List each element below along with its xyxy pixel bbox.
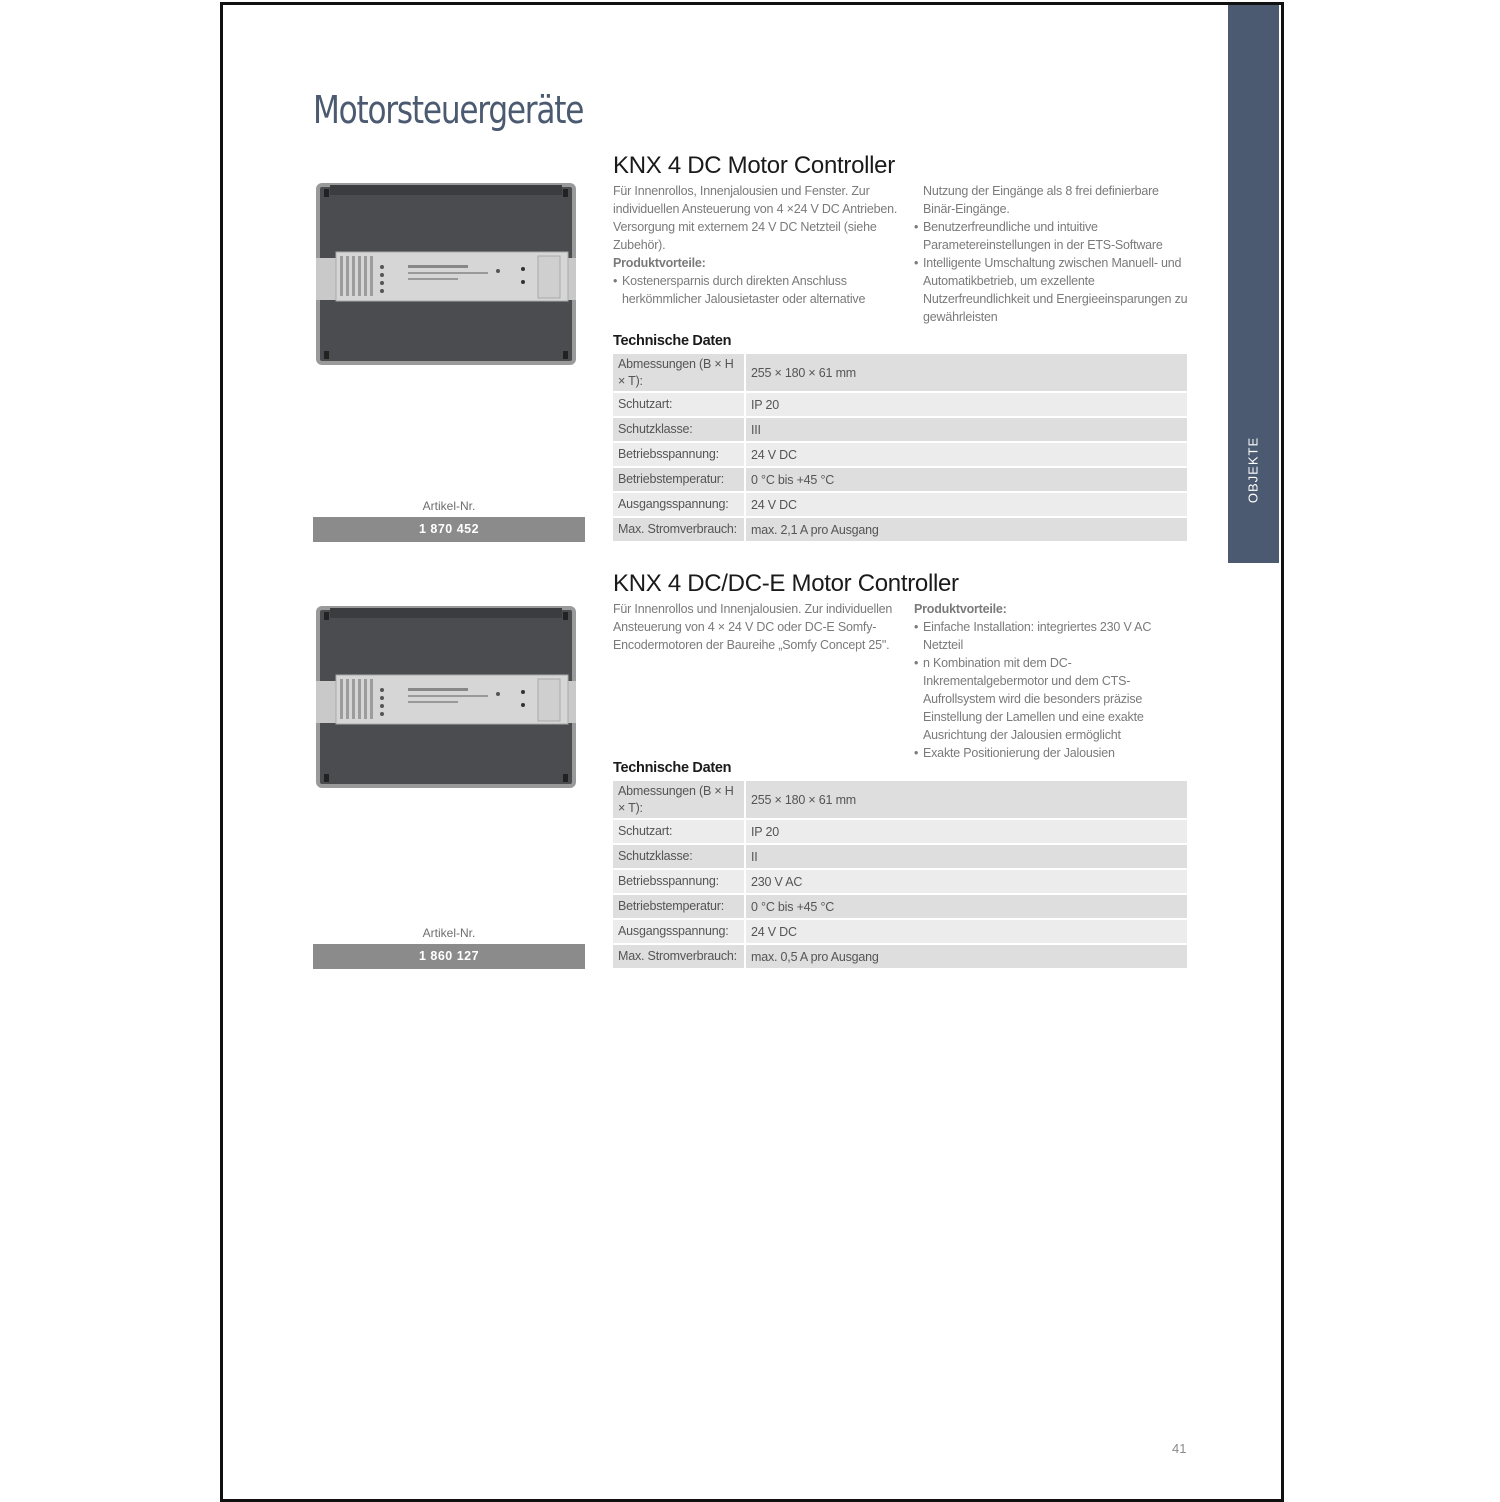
tech-value: 0 °C bis +45 °C — [746, 468, 1187, 491]
advantages-heading: Produktvorteile: — [914, 602, 1007, 616]
advantages-column — [914, 600, 1192, 762]
tech-data-table — [613, 352, 1187, 543]
tech-label: Schutzart: — [613, 393, 746, 416]
product-description-text: Für Innenrollos und Innenjalousien. Zur individuellen Ansteuerung von 4 × 24 V DC oder DC-E Somfy-Encodermotoren der Baureihe „Somfy Concept 25". — [613, 602, 893, 652]
tech-value: 255 × 180 × 61 mm — [746, 781, 1187, 818]
tech-label: Betriebstemperatur: — [613, 468, 746, 491]
tech-label: Max. Stromverbrauch: — [613, 945, 746, 968]
tech-value: 24 V DC — [746, 443, 1187, 466]
table-row — [613, 493, 1187, 516]
tech-value: 24 V DC — [746, 493, 1187, 516]
advantage-item: • Benutzerfreundliche und intuitive Parametereinstellungen in der ETS-Software — [914, 218, 1189, 254]
tech-value: II — [746, 845, 1187, 868]
tech-label: Ausgangsspannung: — [613, 920, 746, 943]
product-description-text: Für Innenrollos, Innenjalousien und Fenster. Zur individuellen Ansteuerung von 4 ×24 V DC Antrieben. Versorgung mit externem 24 V DC Netzteil (siehe Zubehör). — [613, 184, 898, 252]
table-row — [613, 945, 1187, 968]
advantage-item: • Einfache Installation: integriertes 230 V AC Netzteil — [914, 618, 1192, 654]
tech-value: IP 20 — [746, 393, 1187, 416]
product-image-knx-4-dc — [316, 183, 576, 365]
advantages-column — [914, 182, 1189, 326]
article-number: 1 860 127 — [313, 944, 585, 969]
table-row — [613, 895, 1187, 918]
table-row — [613, 820, 1187, 843]
table-row — [613, 393, 1187, 416]
advantage-item: Nutzung der Eingänge als 8 frei definierbare Binär-Eingänge. — [923, 184, 1159, 216]
tech-label: Max. Stromverbrauch: — [613, 518, 746, 541]
table-row — [613, 920, 1187, 943]
advantages-list-continued — [914, 182, 1189, 326]
tech-value: max. 0,5 A pro Ausgang — [746, 945, 1187, 968]
tech-value: 0 °C bis +45 °C — [746, 895, 1187, 918]
tech-value: 255 × 180 × 61 mm — [746, 354, 1187, 391]
tech-label: Schutzart: — [613, 820, 746, 843]
advantage-item: • Exakte Positionierung der Jalousien — [914, 744, 1192, 762]
tech-data-heading: Technische Daten — [613, 760, 732, 776]
table-row — [613, 468, 1187, 491]
tech-label: Schutzklasse: — [613, 418, 746, 441]
article-number: 1 870 452 — [313, 517, 585, 542]
tech-data-table — [613, 779, 1187, 970]
table-row — [613, 518, 1187, 541]
tech-value: III — [746, 418, 1187, 441]
tech-value: 230 V AC — [746, 870, 1187, 893]
advantages-list — [613, 272, 903, 308]
product-description — [613, 600, 898, 654]
advantage-item: • n Kombination mit dem DC-Inkrementalgebermotor und dem CTS-Aufrollsystem wird die besonders präzise Einstellung der Lamellen und eine exakte Ausrichtung der Jalousien ermöglicht — [914, 654, 1192, 744]
tech-label: Abmessungen (B × H × T): — [613, 354, 746, 391]
product-description — [613, 182, 903, 308]
product-title: KNX 4 DC/DC-E Motor Controller — [613, 570, 959, 597]
tech-label: Ausgangsspannung: — [613, 493, 746, 516]
table-row — [613, 443, 1187, 466]
tech-value: 24 V DC — [746, 920, 1187, 943]
page-number: 41 — [1172, 1441, 1187, 1456]
tech-label: Betriebsspannung: — [613, 443, 746, 466]
table-row — [613, 418, 1187, 441]
tech-value: max. 2,1 A pro Ausgang — [746, 518, 1187, 541]
page-title: Motorsteuergeräte — [313, 88, 584, 132]
article-number-label: Artikel-Nr. — [422, 926, 476, 940]
advantages-list — [914, 618, 1192, 762]
tech-label: Betriebstemperatur: — [613, 895, 746, 918]
product-image-knx-4-dc-dc-e — [316, 606, 576, 788]
product-title: KNX 4 DC Motor Controller — [613, 152, 895, 179]
table-row — [613, 870, 1187, 893]
tech-data-heading: Technische Daten — [613, 333, 732, 349]
table-row — [613, 354, 1187, 391]
table-row — [613, 845, 1187, 868]
tech-label: Schutzklasse: — [613, 845, 746, 868]
article-number-label: Artikel-Nr. — [422, 499, 476, 513]
section-tab-label: OBJEKTE — [1245, 436, 1261, 504]
advantages-heading: Produktvorteile: — [613, 256, 706, 270]
advantage-item: • Intelligente Umschaltung zwischen Manuell- und Automatikbetrieb, um exzellente Nutzerfreundlichkeit und Energieeinsparungen zu gewährleisten — [914, 254, 1189, 326]
tech-label: Betriebsspannung: — [613, 870, 746, 893]
tech-value: IP 20 — [746, 820, 1187, 843]
table-row — [613, 781, 1187, 818]
tech-label: Abmessungen (B × H × T): — [613, 781, 746, 818]
advantage-item: • Kostenersparnis durch direkten Anschluss herkömmlicher Jalousietaster oder alternative — [613, 272, 903, 308]
